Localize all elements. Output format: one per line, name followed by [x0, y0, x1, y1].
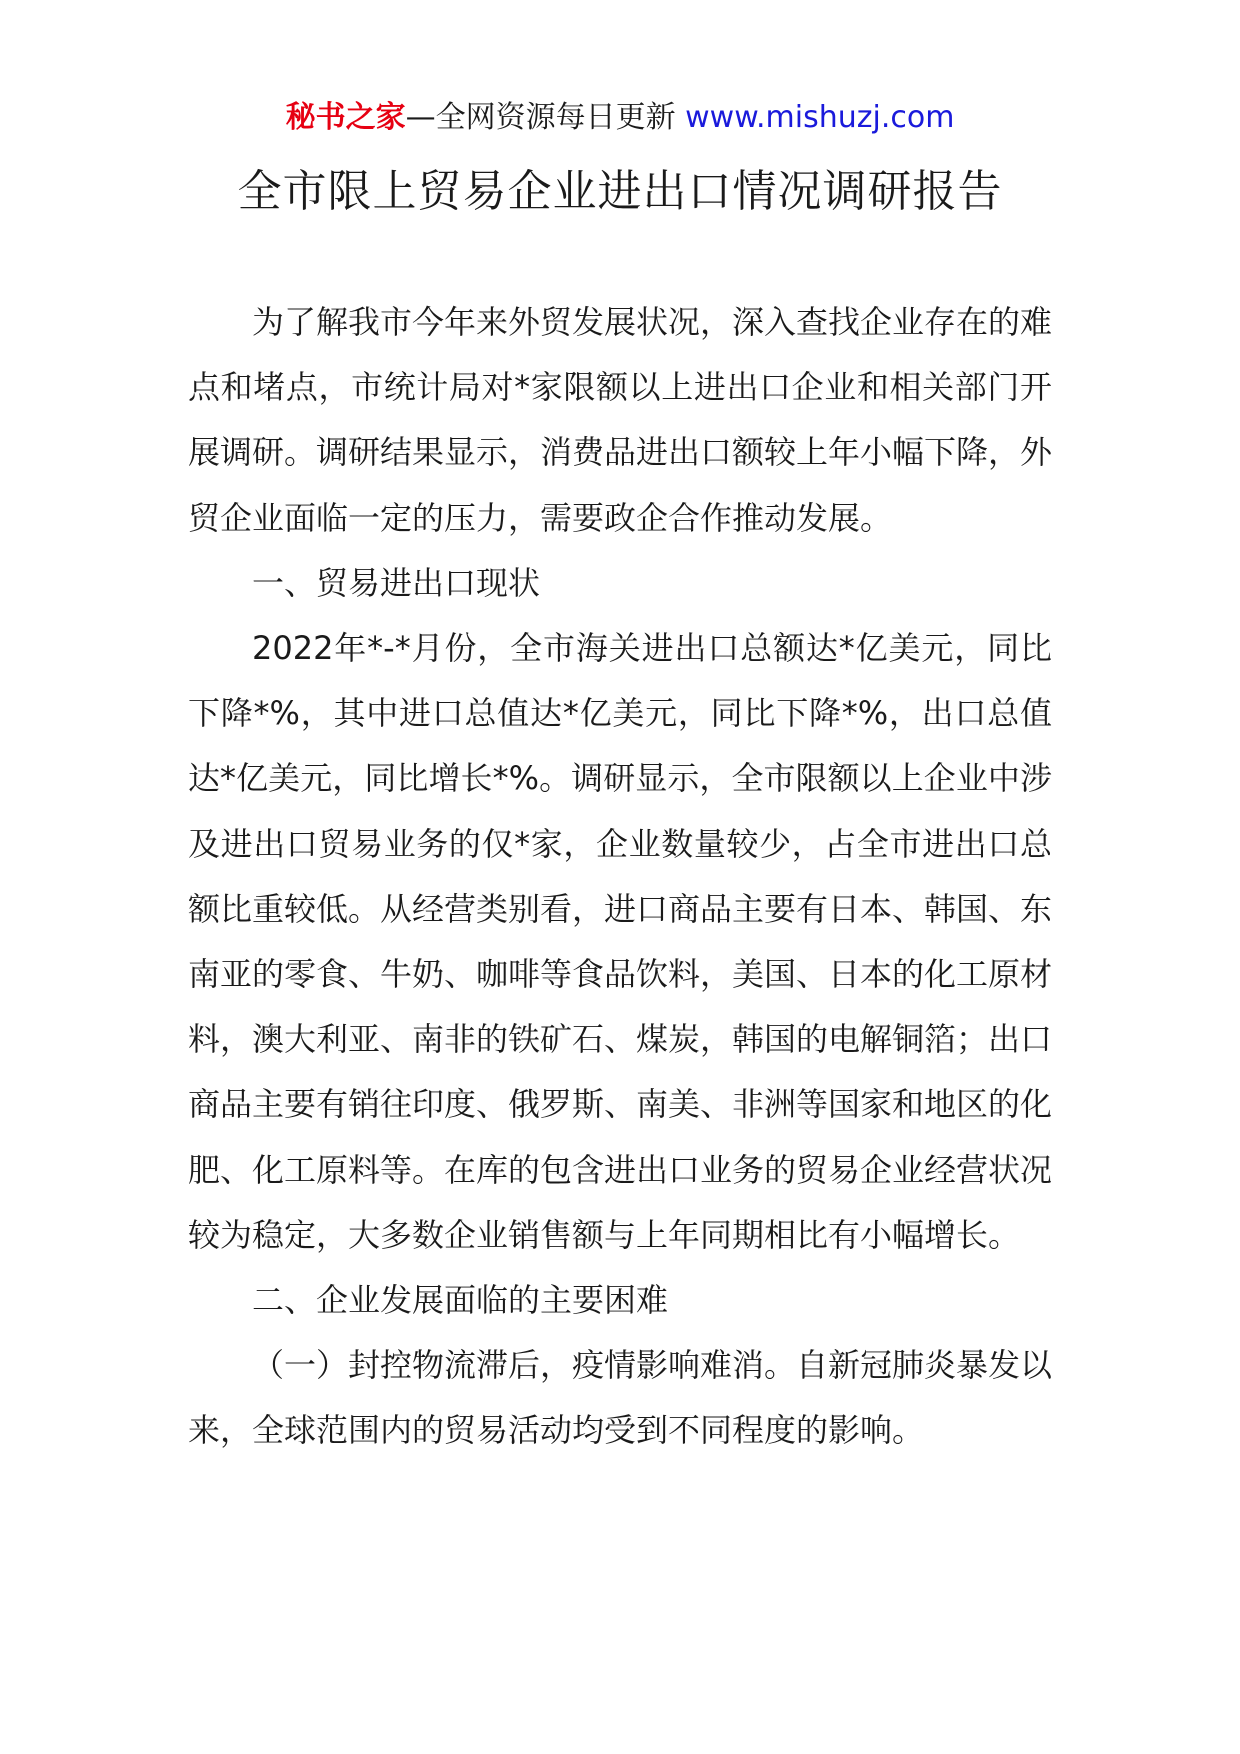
site-tagline: —全网资源每日更新	[405, 100, 676, 135]
paragraph-status: 2022年*-*月份，全市海关进出口总额达*亿美元，同比下降*%，其中进口总值达*亿美元，同比下降*%，出口总值达*亿美元，同比增长*%。调研显示，全市限额以上企业中涉及进出口贸易业务的仅*家，企业数量较少，占全市进出口总额比重较低。从经营类别看，进口商品主要有日本、韩国、东南亚的零食、牛奶、咖啡等食品饮料，美国、日本的化工原材料，澳大利亚、南非的铁矿石、煤炭，韩国的电解铜箔；出口商品主要有销往印度、俄罗斯、南美、非洲等国家和地区的化肥、化工原料等。在库的包含进出口业务的贸易企业经营状况较为稳定，大多数企业销售额与上年同期相比有小幅增长。	[188, 629, 1053, 1254]
watermark-banner	[0, 98, 1240, 138]
site-url-link[interactable]: www.mishuzj.com	[685, 100, 955, 135]
section-heading-1: 一、贸易进出口现状	[252, 563, 541, 602]
paragraph-intro: 为了解我市今年来外贸发展状况，深入查找企业存在的难点和堵点，市统计局对*家限额以上进出口企业和相关部门开展调研。调研结果显示，消费品进出口额较上年小幅下降，外贸企业面临一定的压力，需要政企合作推动发展。	[188, 303, 1053, 537]
paragraph-difficulty-1: （一）封控物流滞后，疫情影响难消。自新冠肺炎暴发以来，全球范围内的贸易活动均受到不同程度的影响。	[188, 1346, 1053, 1450]
site-name: 秘书之家	[285, 100, 406, 135]
document-body	[188, 290, 1052, 1464]
document-title: 全市限上贸易企业进出口情况调研报告	[237, 166, 1003, 217]
section-heading-2: 二、企业发展面临的主要困难	[252, 1281, 669, 1320]
